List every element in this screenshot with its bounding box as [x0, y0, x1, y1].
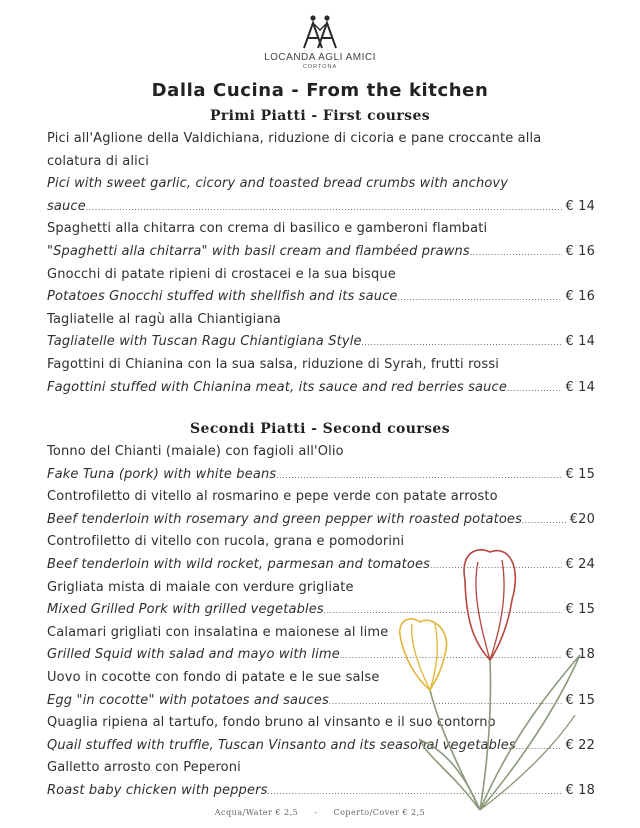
menu-item-line	[47, 309, 595, 332]
menu-item-line	[47, 264, 595, 287]
menu-item-line	[47, 757, 595, 780]
menu-item-priced-line	[47, 331, 595, 354]
dot-leader	[516, 736, 563, 758]
brand-location: CORTONA	[302, 64, 338, 70]
dot-leader	[329, 691, 563, 713]
menu-item-line	[47, 622, 595, 645]
menu-item-price: € 16	[565, 243, 595, 259]
menu-item-price: € 16	[565, 289, 595, 305]
menu-item-priced-line	[47, 509, 595, 532]
menu-item-price: € 15	[565, 692, 595, 708]
menu-item-text: Fagottini stuffed with Chianina meat, its sauce and red berries sauce	[47, 379, 507, 395]
menu-item-text: Beef tenderloin with rosemary and green pepper with roasted potatoes	[47, 511, 522, 527]
menu-item-text: Galletto arrosto con Peperoni	[47, 760, 241, 776]
menu-item-text: Grilled Squid with salad and mayo with lime	[47, 647, 340, 663]
menu-item-line	[47, 128, 595, 151]
menu-item-price: € 18	[565, 782, 595, 798]
menu-item-price: € 18	[565, 647, 595, 663]
menu-item-text: Egg "in cocotte" with potatoes and sauces	[47, 692, 329, 708]
logo-emblem-icon	[300, 14, 340, 50]
first-courses-list	[47, 128, 595, 399]
menu-item-priced-line	[47, 644, 595, 667]
menu-item-price: € 24	[565, 556, 595, 572]
menu-item-priced-line	[47, 554, 595, 577]
menu-item-priced-line	[47, 599, 595, 622]
menu-item-line	[47, 354, 595, 377]
menu-item-price: € 15	[565, 602, 595, 618]
dot-leader	[398, 287, 563, 309]
menu-item-text: "Spaghetti alla chitarra" with basil cream and flambéed prawns	[47, 243, 470, 259]
section-title-first-courses: Primi Piatti - First courses	[209, 108, 431, 124]
page-title: Dalla Cucina - From the kitchen	[151, 80, 489, 101]
second-courses-list	[47, 441, 595, 803]
menu-item-line	[47, 577, 595, 600]
dot-leader	[522, 510, 567, 532]
menu-item-line	[47, 218, 595, 241]
menu-item-line	[47, 173, 595, 196]
dot-leader	[430, 555, 562, 577]
menu-item-text: Calamari grigliati con insalatina e maionese al lime	[47, 624, 389, 640]
menu-item-price: € 22	[565, 737, 595, 753]
menu-item-text: Uovo in cocotte con fondo di patate e le sue salse	[47, 669, 380, 685]
menu-item-price: € 15	[565, 466, 595, 482]
menu-item-text: Mixed Grilled Pork with grilled vegetables	[47, 602, 324, 618]
menu-item-text: sauce	[47, 198, 86, 214]
menu-item-priced-line	[47, 690, 595, 713]
footer-cover: Coperto/Cover € 2,5	[333, 808, 426, 817]
menu-item-priced-line	[47, 735, 595, 758]
menu-item-priced-line	[47, 377, 595, 400]
dot-leader	[507, 378, 562, 400]
dot-leader	[362, 332, 563, 354]
menu-item-price: € 14	[565, 334, 595, 350]
menu-item-price: € 14	[565, 198, 595, 214]
menu-item-text: Spaghetti alla chitarra con crema di basilico e gamberoni flambati	[47, 221, 488, 237]
menu-item-line	[47, 667, 595, 690]
menu-item-text: Gnocchi di patate ripieni di crostacei e la sua bisque	[47, 266, 396, 282]
menu-item-text: Tonno del Chianti (maiale) con fagioli all'Olio	[47, 444, 344, 459]
menu-item-text: Pici with sweet garlic, cicory and toasted bread crumbs with anchovy	[47, 176, 509, 192]
menu-item-line	[47, 151, 595, 174]
menu-item-text: Controfiletto di vitello con rucola, grana e pomodorini	[47, 534, 405, 550]
menu-item-priced-line	[47, 780, 595, 803]
dot-leader	[340, 645, 563, 667]
menu-item-line	[47, 441, 595, 464]
dot-leader	[86, 197, 563, 219]
menu-item-text: Fake Tuna (pork) with white beans	[47, 466, 277, 482]
menu-item-text: Beef tenderloin with wild rocket, parmesan and tomatoes	[47, 556, 431, 572]
menu-item-price: € 14	[565, 379, 595, 395]
footer	[0, 808, 640, 817]
footer-water: Acqua/Water € 2,5	[214, 808, 299, 817]
menu-item-text: Quaglia ripiena al tartufo, fondo bruno al vinsanto e il suo contorno	[47, 715, 496, 731]
menu-item-priced-line	[47, 196, 595, 219]
section-title-second-courses: Secondi Piatti - Second courses	[190, 421, 450, 437]
menu-item-priced-line	[47, 464, 595, 487]
menu-item-text: Potatoes Gnocchi stuffed with shellfish and its sauce	[47, 289, 398, 305]
menu-item-text: Tagliatelle with Tuscan Ragu Chiantigiana Style	[47, 334, 362, 350]
menu-item-price: €20	[569, 511, 595, 527]
menu-item-line	[47, 486, 595, 509]
menu-item-line	[47, 531, 595, 554]
dot-leader	[470, 242, 563, 264]
dot-leader	[324, 600, 563, 622]
dot-leader	[268, 781, 563, 803]
menu-item-text: Roast baby chicken with peppers	[47, 782, 268, 798]
menu-item-text: Pici all'Aglione della Valdichiana, riduzione di cicoria e pane croccante alla	[47, 131, 542, 146]
menu-item-line	[47, 712, 595, 735]
menu-item-text: Quail stuffed with truffle, Tuscan Vinsanto and its seasonal vegetables	[47, 737, 516, 753]
logo	[0, 14, 640, 70]
menu-item-text: colatura di alici	[47, 153, 149, 169]
dot-leader	[276, 465, 562, 487]
menu-item-priced-line	[47, 286, 595, 309]
menu-item-text: Controfiletto di vitello al rosmarino e pepe verde con patate arrosto	[47, 489, 498, 505]
menu-item-text: Fagottini di Chianina con la sua salsa, riduzione di Syrah, frutti rossi	[47, 356, 500, 372]
menu-item-priced-line	[47, 241, 595, 264]
menu-item-text: Grigliata mista di maiale con verdure grigliate	[47, 579, 354, 595]
menu-item-text: Tagliatelle al ragù alla Chiantigiana	[47, 311, 282, 327]
footer-separator: -	[314, 808, 318, 817]
brand-name: LOCANDA AGLI AMICI	[264, 52, 376, 63]
